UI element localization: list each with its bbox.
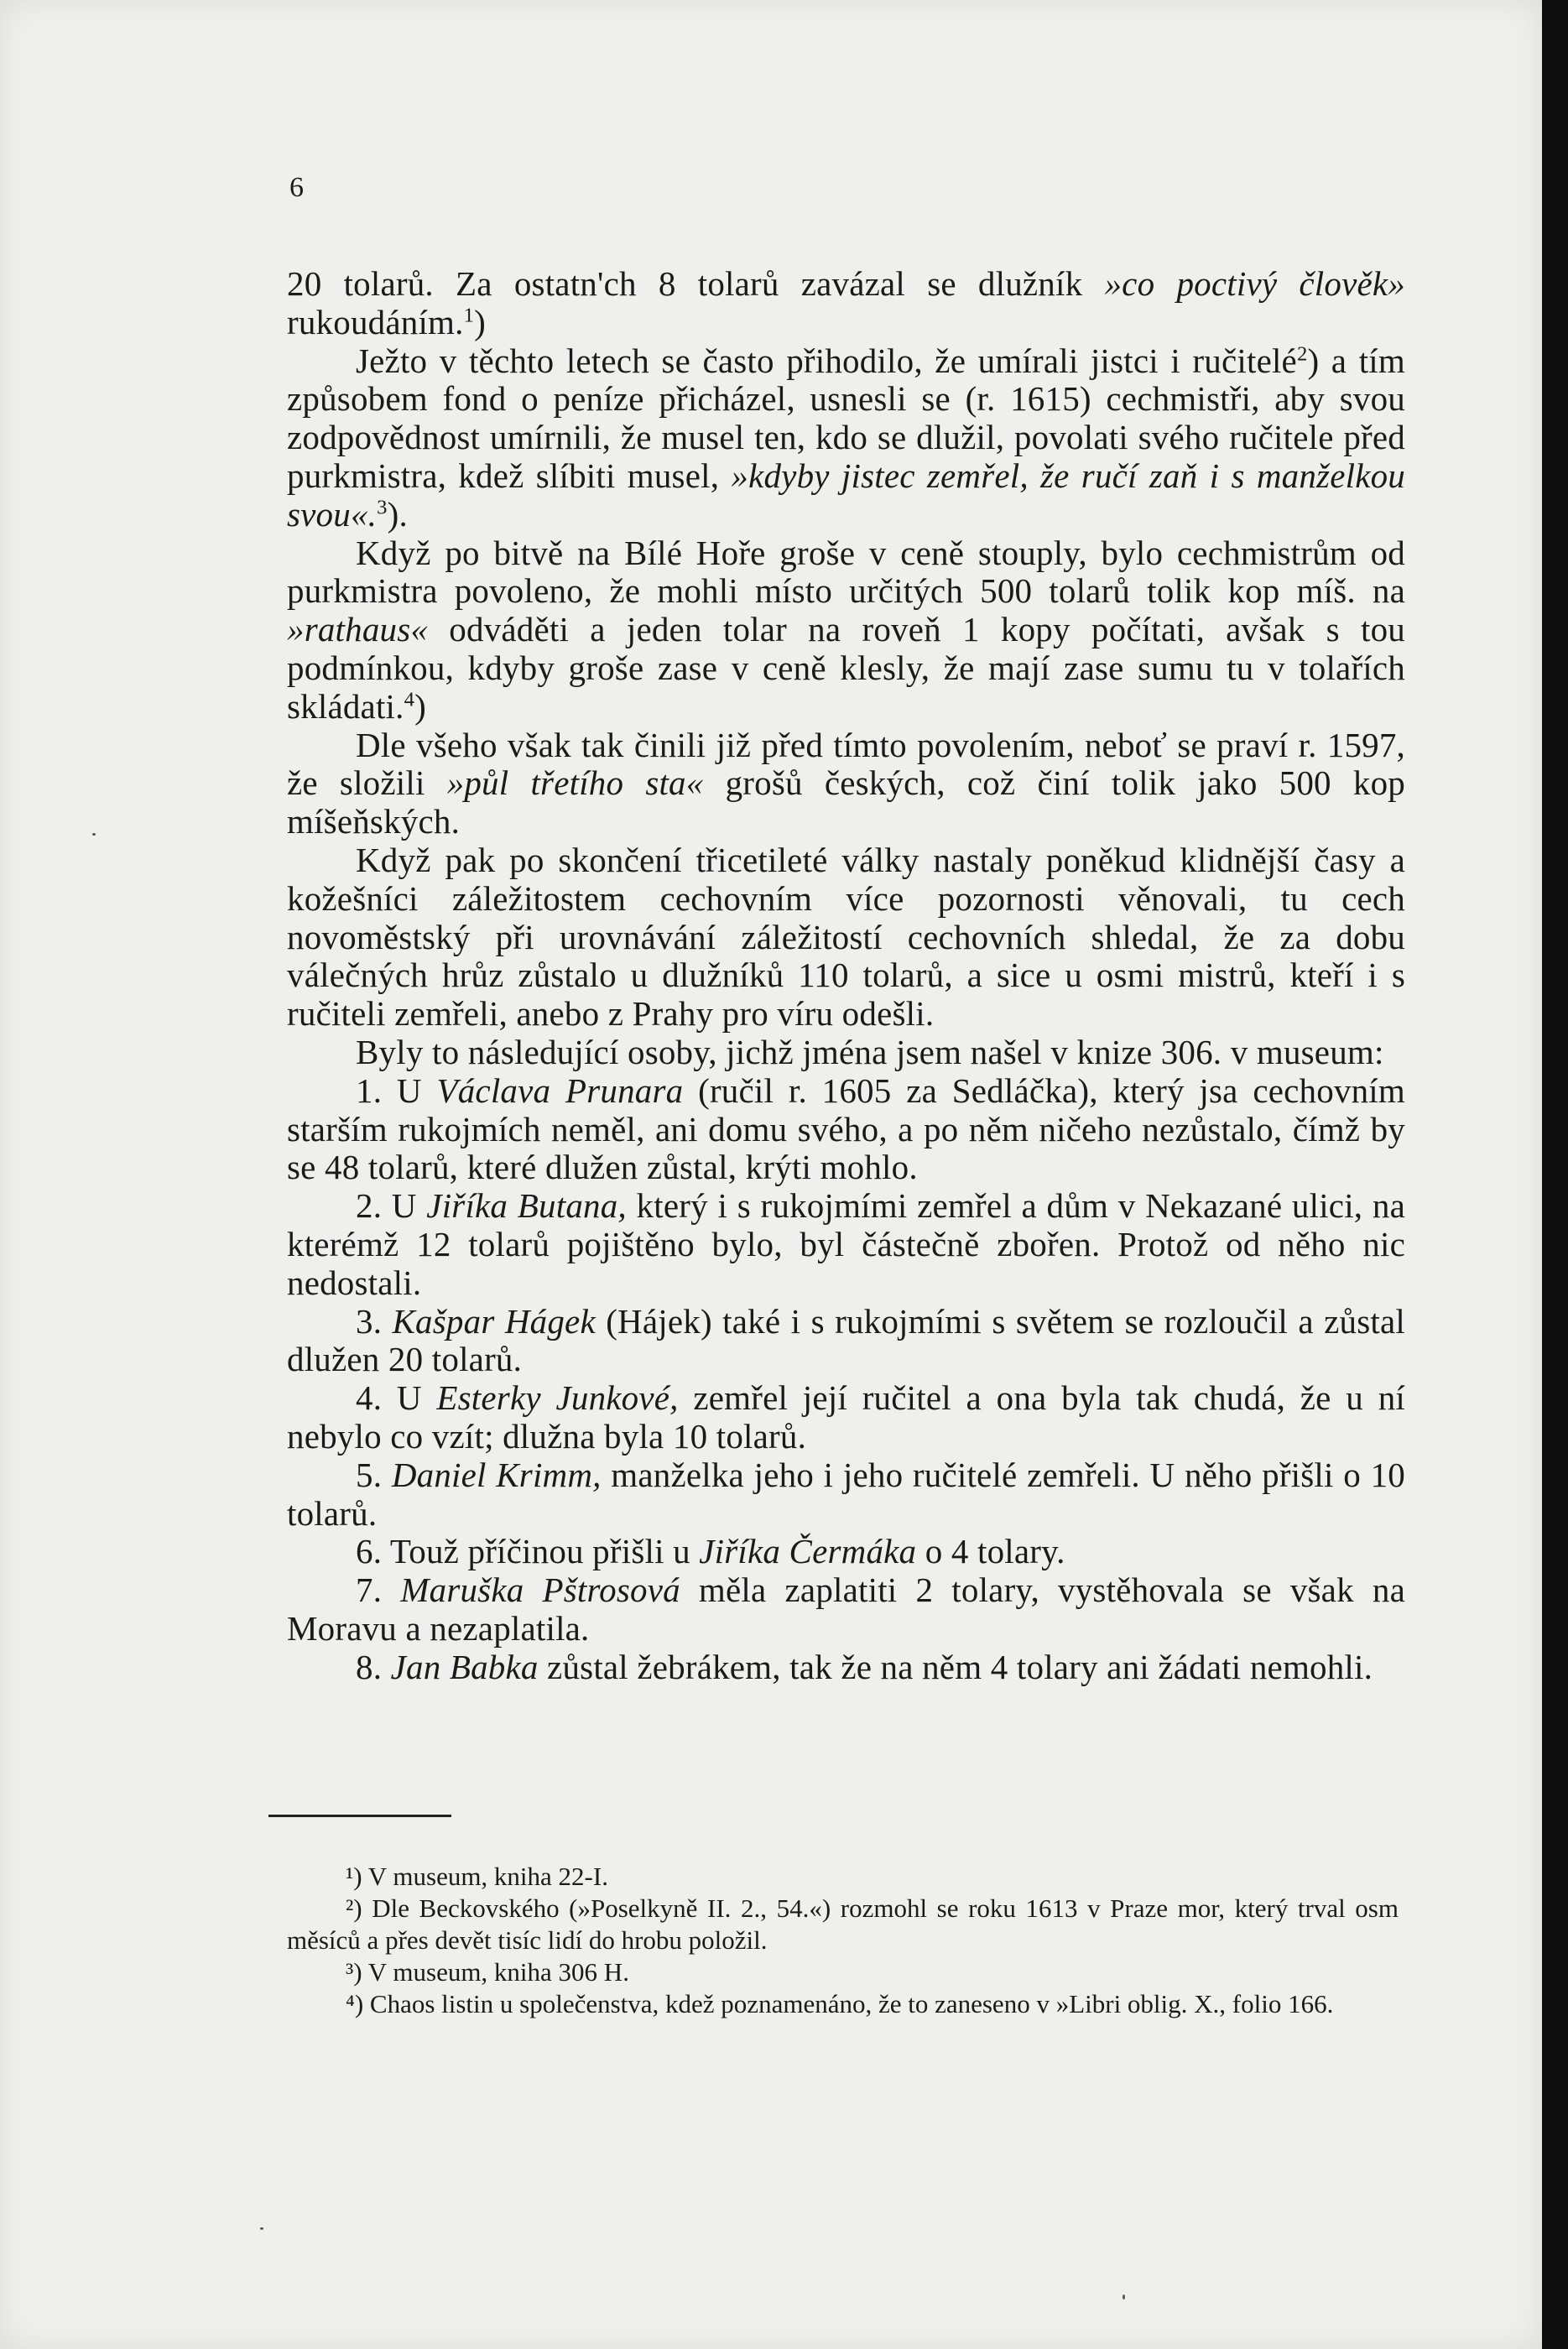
paragraph [287,1072,1405,1187]
paragraph [287,1571,1405,1648]
scan-speck [92,833,96,836]
text-run: který i s rukojmími zemřel a dům v Nekazané ulici, na kterémž 12 tolarů pojištěno bylo, byl částečně zbořen. Protož od něho nic nedostali. [287,1186,1406,1302]
italic-text: Kašpar Hágek [392,1301,596,1341]
text-run: ) [474,302,486,341]
text-run: (Hájek) také i s rukojmími s světem se rozloučil a zůstal dlužen 20 tolarů. [287,1301,1405,1379]
text-run: 4. U [356,1378,437,1418]
text-run: 7. [356,1570,401,1610]
text-run: 5. [356,1455,392,1494]
page-number: 6 [289,172,304,203]
scan-speck [260,2227,263,2230]
text-run: zůstal žebrákem, tak že na něm 4 tolary ani žádati nemohli. [538,1647,1373,1686]
text-run: Dle všeho však tak činili již před tímto povolením, neboť se praví r. 1597, že složili [287,725,1405,803]
footnote-ref: 2 [1296,341,1308,365]
text-run: zemřel její ručitel a ona byla tak chudá, že u ní nebylo co vzít; dlužna byla 10 tolarů. [287,1378,1405,1456]
footnote-text: ) V museum, kniha 22-I. [353,1862,608,1891]
text-run: ). [387,494,408,534]
footnote [287,1893,1399,1956]
text-run: Když pak po skončení třicetileté války nastaly poněkud klidnější časy a kožešníci záležitostem cechovním více pozornosti věnovali, tu cech novoměstský při urovnávání záležitostí cechovních shledal, že za dobu válečných hrůz zůstalo u dlužníků 110 tolarů, a sice u osmi mistrů, kteří i s ručiteli zemřeli, anebo z Prahy pro víru odešli. [287,840,1405,1034]
text-run: ) a tím způsobem fond o peníze přicházel, usnesli se (r. 1615) cechmistři, aby svou zodpovědnost umírnili, že musel ten, kdo se dlužil, povolati svého ručitele před purkmistra, kdež slíbiti musel, [287,341,1405,495]
italic-text: »co poctivý člověk» [1104,264,1405,303]
text-run: 20 tolarů. Za ostatn'ch 8 tolarů zavázal se dlužník [287,264,1105,303]
scan-border [1542,0,1568,2349]
paragraph [287,727,1405,841]
paragraph [287,1187,1405,1302]
text-run: 3. [356,1301,393,1341]
italic-text: »půl třetího sta« [446,763,704,803]
text-run: odváděti a jeden tolar na roveň 1 kopy počítati, avšak s tou podmínkou, kdyby groše zase v ceně klesly, že mají zase sumu tu v tolařích skládati. [287,610,1405,726]
text-run: o 4 tolary. [916,1532,1065,1571]
footnotes [287,1861,1399,2020]
text-run: měla zaplatiti 2 tolary, vystěhovala se však na Moravu a nezaplatila. [287,1570,1405,1648]
footnote-separator [268,1815,451,1817]
text-run: Když po bitvě na Bílé Hoře groše v ceně stouply, bylo cechmistrům od purkmistra povoleno, že mohli místo určitých 500 tolarů tolik kop míš. na [287,533,1405,611]
footnote [287,1861,1399,1893]
text-run: 1. U [356,1070,437,1110]
paragraph [287,1303,1405,1380]
text-run: ) [414,686,426,726]
text-run: 8. [356,1647,391,1686]
italic-text: Jiříka Butana, [426,1186,627,1226]
footnote-text: ) V museum, kniha 306 H. [353,1957,629,1987]
text-run: 2. U [356,1186,427,1226]
footnote-text: ) Chaos listin u společenstva, kdež poznamenáno, že to zaneseno v »Libri oblig. X., folio 166. [354,1989,1334,2018]
text-run: Ježto v těchto letech se často přihodilo, že umírali jistci i ručitelé [356,341,1297,380]
footnote-mark: ² [346,1893,354,1923]
text-run: Byly to následující osoby, jichž jména jsem našel v knize 306. v museum: [356,1032,1384,1071]
paragraph [287,1034,1405,1072]
paragraph [287,1648,1405,1687]
paragraph [287,265,1405,342]
footnote-mark: ³ [346,1957,354,1987]
italic-text: Jan Babka [390,1647,539,1686]
paragraph [287,534,1405,727]
text-run: (ručil r. 1605 za Sedláčka), který jsa cechovním starším rukojmích neměl, ani domu svého, a po něm ničeho nezůstalo, čímž by se 48 tolarů, které dlužen zůstal, krýti mohlo. [287,1070,1405,1187]
footnote-ref: 3 [377,496,388,519]
italic-text: Maruška Pštrosová [400,1570,680,1610]
footnote-ref: 4 [404,688,415,711]
text-run: grošů českých, což činí tolik jako 500 kop míšeňských. [287,763,1405,841]
paragraph [287,841,1405,1034]
italic-text: Jiříka Čermáka [699,1532,917,1571]
paragraph [287,1456,1405,1534]
paragraph [287,342,1405,534]
text-run: 6. Touž příčinou přišli u [356,1532,700,1571]
footnote-ref: 1 [463,304,475,327]
paragraph [287,1379,1405,1456]
paragraph [287,1533,1405,1571]
text-run: manželka jeho i jeho ručitelé zemřeli. U něho přišli o 10 tolarů. [287,1455,1406,1533]
italic-text: Václava Prunara [436,1070,684,1110]
scan-speck [1123,2294,1125,2300]
body-text [287,265,1405,1686]
italic-text: »kdyby jistec zemřel, že ručí zaň i s manželkou svou«. [287,456,1405,534]
italic-text: Esterky Junkové, [436,1378,679,1418]
footnote [287,1956,1399,1988]
italic-text: Daniel Krimm, [391,1455,602,1494]
footnote-mark: ¹ [346,1862,354,1891]
italic-text: »rathaus« [287,610,429,649]
footnote [287,1988,1399,2020]
text-run: rukoudáním. [287,302,464,341]
footnote-text: ) Dle Beckovského (»Poselkyně II. 2., 54.«) rozmohl se roku 1613 v Praze mor, který trval osm měsíců a přes devět tisíc lidí do hrobu položil. [287,1893,1399,1955]
footnote-mark: ⁴ [346,1989,355,2018]
